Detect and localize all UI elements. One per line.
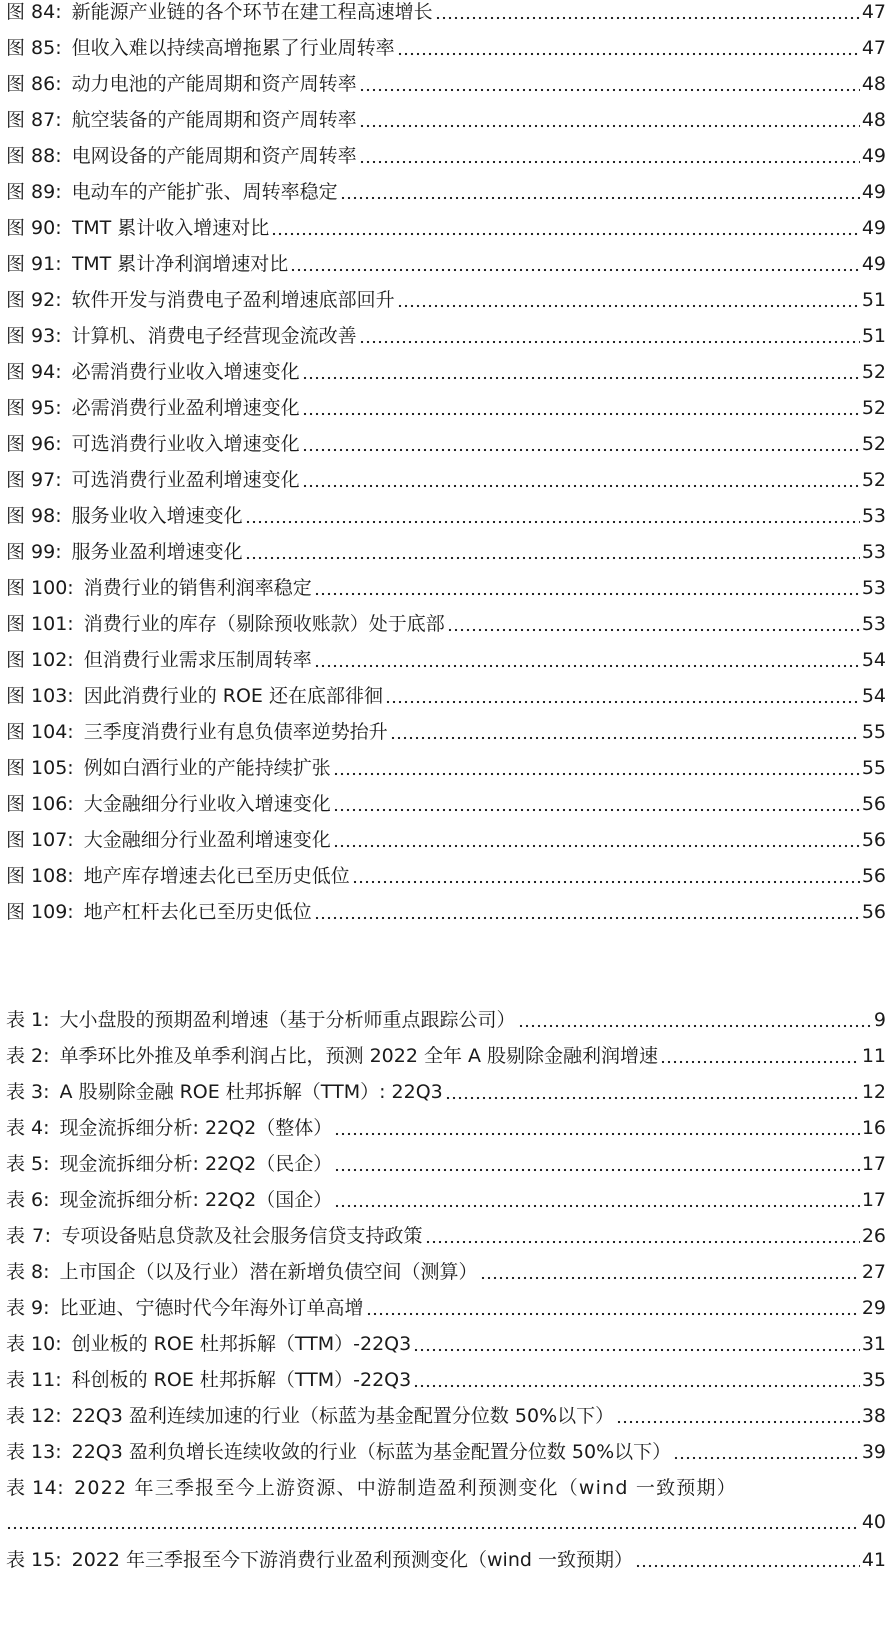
entry-page: 56 xyxy=(861,901,886,923)
entry-page: 53 xyxy=(861,505,886,527)
dot-leader xyxy=(518,1024,872,1028)
entry-title: 2022 年三季报至今上游资源、中游制造盈利预测变化（wind 一致预期） xyxy=(74,1477,737,1499)
dot-leader xyxy=(480,1276,860,1280)
toc-entry-figure-98[interactable] xyxy=(6,493,886,527)
entry-label: 图 86: xyxy=(6,73,62,95)
entry-page: 31 xyxy=(861,1333,886,1355)
entry-title: 软件开发与消费电子盈利增速底部回升 xyxy=(71,289,395,311)
entry-label: 图 107: xyxy=(6,829,74,851)
dot-leader xyxy=(314,916,860,920)
dot-leader xyxy=(385,700,860,704)
entry-page: 53 xyxy=(861,541,886,563)
entry-label: 表 10: xyxy=(6,1333,62,1355)
entry-label: 图 88: xyxy=(6,145,62,167)
entry-title: 消费行业的销售利润率稳定 xyxy=(83,577,312,599)
entry-page: 54 xyxy=(861,649,886,671)
entry-page: 49 xyxy=(861,181,886,203)
entry-label: 表 1: xyxy=(6,1009,50,1031)
entry-page: 56 xyxy=(861,793,886,815)
dot-leader xyxy=(302,376,860,380)
entry-title: 新能源产业链的各个环节在建工程高速增长 xyxy=(71,1,433,23)
toc-entry-figure-105[interactable] xyxy=(6,745,886,779)
entry-page: 35 xyxy=(861,1369,886,1391)
entry-label: 图 89: xyxy=(6,181,62,203)
entry-title: 但消费行业需求压制周转率 xyxy=(83,649,312,671)
toc-entry-table-1[interactable] xyxy=(6,997,886,1031)
entry-label: 图 91: xyxy=(6,253,62,275)
entry-label: 表 11: xyxy=(6,1369,62,1391)
entry-title: 电动车的产能扩张、周转率稳定 xyxy=(71,181,338,203)
dot-leader xyxy=(390,736,860,740)
entry-title: 可选消费行业收入增速变化 xyxy=(71,433,300,455)
dot-leader xyxy=(425,1240,860,1244)
entry-page: 51 xyxy=(861,325,886,347)
entry-label: 图 104: xyxy=(6,721,74,743)
dot-leader xyxy=(635,1564,860,1568)
dot-leader xyxy=(413,1384,860,1388)
entry-title: 2022 年三季报至今下游消费行业盈利预测变化（wind 一致预期） xyxy=(71,1549,633,1571)
entry-page: 39 xyxy=(861,1441,886,1463)
toc-entry-figure-92[interactable] xyxy=(6,277,886,311)
entry-label: 图 99: xyxy=(6,541,62,563)
toc-entry-figure-100[interactable] xyxy=(6,565,886,599)
entry-label: 表 13: xyxy=(6,1441,62,1463)
dot-leader xyxy=(352,880,860,884)
entry-label: 图 97: xyxy=(6,469,62,491)
dot-leader xyxy=(334,1168,860,1172)
toc-entry-table-4[interactable] xyxy=(6,1105,886,1139)
entry-label: 图 95: xyxy=(6,397,62,419)
toc-entry-figure-107[interactable] xyxy=(6,817,886,851)
toc-entry-table-15[interactable] xyxy=(6,1537,886,1571)
entry-title: 可选消费行业盈利增速变化 xyxy=(71,469,300,491)
entry-title: 22Q3 盈利负增长连续收敛的行业（标蓝为基金配置分位数 50%以下） xyxy=(71,1441,672,1463)
dot-leader xyxy=(333,808,860,812)
entry-label: 表 3: xyxy=(6,1081,50,1103)
entry-label: 图 101: xyxy=(6,613,74,635)
entry-title: 22Q3 盈利连续加速的行业（标蓝为基金配置分位数 50%以下） xyxy=(71,1405,615,1427)
toc-entry-table-8[interactable] xyxy=(6,1249,886,1283)
entry-label: 表 4: xyxy=(6,1117,50,1139)
dot-leader xyxy=(413,1348,860,1352)
entry-label: 图 94: xyxy=(6,361,62,383)
entry-label: 表 15: xyxy=(6,1549,62,1571)
entry-label: 图 85: xyxy=(6,37,62,59)
entry-page: 52 xyxy=(861,433,886,455)
entry-title: 大金融细分行业盈利增速变化 xyxy=(83,829,331,851)
entry-page: 47 xyxy=(861,37,886,59)
dot-leader xyxy=(340,196,860,200)
dot-leader xyxy=(397,52,860,56)
entry-page: 51 xyxy=(861,289,886,311)
entry-title: 现金流拆细分析: 22Q2（国企） xyxy=(59,1189,333,1211)
dot-leader xyxy=(271,232,860,236)
entry-title: TMT 累计收入增速对比 xyxy=(71,217,270,239)
entry-title: 服务业收入增速变化 xyxy=(71,505,243,527)
toc-entry-table-13[interactable] xyxy=(6,1429,886,1463)
entry-title: 例如白酒行业的产能持续扩张 xyxy=(83,757,331,779)
entry-title: 上市国企（以及行业）潜在新增负债空间（测算） xyxy=(59,1261,478,1283)
entry-title: 计算机、消费电子经营现金流改善 xyxy=(71,325,357,347)
toc-entry-figure-86[interactable] xyxy=(6,61,886,95)
entry-first-line xyxy=(6,1465,886,1499)
entry-title: TMT 累计净利润增速对比 xyxy=(71,253,289,275)
entry-label: 表 12: xyxy=(6,1405,62,1427)
entry-title: 地产库存增速去化已至历史低位 xyxy=(83,865,350,887)
toc-entry-table-3[interactable] xyxy=(6,1069,886,1103)
toc-entry-figure-91[interactable] xyxy=(6,241,886,275)
entry-page: 40 xyxy=(861,1511,886,1533)
dot-leader xyxy=(6,1526,860,1530)
toc-entry-figure-97[interactable] xyxy=(6,457,886,491)
entry-label: 图 87: xyxy=(6,109,62,131)
entry-title: 因此消费行业的 ROE 还在底部徘徊 xyxy=(83,685,383,707)
entry-page: 52 xyxy=(861,397,886,419)
toc-entry-table-6[interactable] xyxy=(6,1177,886,1211)
toc-entry-table-11[interactable] xyxy=(6,1357,886,1391)
entry-label: 图 100: xyxy=(6,577,74,599)
entry-title: 专项设备贴息贷款及社会服务信贷支持政策 xyxy=(61,1225,423,1247)
dot-leader xyxy=(435,16,860,20)
dot-leader xyxy=(334,1132,860,1136)
dot-leader xyxy=(245,556,860,560)
entry-title: 动力电池的产能周期和资产周转率 xyxy=(71,73,357,95)
entry-page: 9 xyxy=(873,1009,886,1031)
entry-title: 科创板的 ROE 杜邦拆解（TTM）-22Q3 xyxy=(71,1369,412,1391)
toc-entry-figure-90[interactable] xyxy=(6,205,886,239)
entry-title: 三季度消费行业有息负债率逆势抬升 xyxy=(83,721,388,743)
entry-label: 图 103: xyxy=(6,685,74,707)
dot-leader xyxy=(245,520,860,524)
entry-label: 图 93: xyxy=(6,325,62,347)
entry-title: 航空装备的产能周期和资产周转率 xyxy=(71,109,357,131)
entry-page: 55 xyxy=(861,721,886,743)
toc-entry-figure-85[interactable] xyxy=(6,25,886,59)
entry-label: 表 7: xyxy=(6,1225,52,1247)
entry-page: 52 xyxy=(861,469,886,491)
toc-entry-figure-95[interactable] xyxy=(6,385,886,419)
entry-title: 大小盘股的预期盈利增速（基于分析师重点跟踪公司） xyxy=(59,1009,516,1031)
entry-label: 图 106: xyxy=(6,793,74,815)
dot-leader xyxy=(302,412,860,416)
entry-page: 17 xyxy=(861,1153,886,1175)
entry-title: 现金流拆细分析: 22Q2（整体） xyxy=(59,1117,333,1139)
toc-entry-figure-104[interactable] xyxy=(6,709,886,743)
entry-title: 但收入难以持续高增拖累了行业周转率 xyxy=(71,37,395,59)
entry-page: 17 xyxy=(861,1189,886,1211)
toc-entry-figure-99[interactable] xyxy=(6,529,886,563)
entry-page: 27 xyxy=(861,1261,886,1283)
entry-page: 47 xyxy=(861,1,886,23)
dot-leader xyxy=(302,484,860,488)
entry-label: 表 8: xyxy=(6,1261,50,1283)
toc-entry-figure-103[interactable] xyxy=(6,673,886,707)
toc-entry-table-9[interactable] xyxy=(6,1285,886,1319)
entry-page: 11 xyxy=(861,1045,886,1067)
entry-label: 图 96: xyxy=(6,433,62,455)
entry-page: 53 xyxy=(861,577,886,599)
entry-label: 图 92: xyxy=(6,289,62,311)
entry-label: 表 5: xyxy=(6,1153,50,1175)
dot-leader xyxy=(359,88,860,92)
toc-entry-figure-108[interactable] xyxy=(6,853,886,887)
toc-entry-figure-96[interactable] xyxy=(6,421,886,455)
dot-leader xyxy=(359,160,860,164)
toc-entry-figure-87[interactable] xyxy=(6,97,886,131)
entry-title: A 股剔除金融 ROE 杜邦拆解（TTM）: 22Q3 xyxy=(59,1081,443,1103)
entry-page: 26 xyxy=(861,1225,886,1247)
entry-second-line xyxy=(6,1499,886,1533)
toc-entry-figure-88[interactable] xyxy=(6,133,886,167)
dot-leader xyxy=(302,448,860,452)
entry-page: 54 xyxy=(861,685,886,707)
entry-label: 图 109: xyxy=(6,901,74,923)
entry-label: 图 84: xyxy=(6,1,62,23)
entry-page: 52 xyxy=(861,361,886,383)
entry-title: 创业板的 ROE 杜邦拆解（TTM）-22Q3 xyxy=(71,1333,412,1355)
dot-leader xyxy=(314,592,860,596)
toc-entry-table-2[interactable] xyxy=(6,1033,886,1067)
toc-entry-figure-94[interactable] xyxy=(6,349,886,383)
dot-leader xyxy=(447,628,860,632)
entry-page: 16 xyxy=(861,1117,886,1139)
toc-entry-figure-101[interactable] xyxy=(6,601,886,635)
toc-entry-table-7[interactable] xyxy=(6,1213,886,1247)
entry-page: 48 xyxy=(861,109,886,131)
dot-leader xyxy=(673,1456,860,1460)
entry-label: 图 108: xyxy=(6,865,74,887)
entry-page: 12 xyxy=(861,1081,886,1103)
entry-label: 表 2: xyxy=(6,1045,50,1067)
entry-page: 55 xyxy=(861,757,886,779)
toc-entry-figure-84[interactable] xyxy=(6,0,886,23)
toc-entry-table-12[interactable] xyxy=(6,1393,886,1427)
dot-leader xyxy=(445,1096,860,1100)
entry-page: 49 xyxy=(861,253,886,275)
dot-leader xyxy=(333,844,860,848)
toc-entry-figure-89[interactable] xyxy=(6,169,886,203)
entry-label: 表 14: xyxy=(6,1477,65,1499)
entry-page: 56 xyxy=(861,865,886,887)
entry-label: 表 9: xyxy=(6,1297,50,1319)
dot-leader xyxy=(660,1060,860,1064)
entry-label: 表 6: xyxy=(6,1189,50,1211)
dot-leader xyxy=(314,664,860,668)
entry-title: 电网设备的产能周期和资产周转率 xyxy=(71,145,357,167)
entry-title: 消费行业的库存（剔除预收账款）处于底部 xyxy=(83,613,445,635)
entry-page: 38 xyxy=(861,1405,886,1427)
toc-entry-figure-93[interactable] xyxy=(6,313,886,347)
toc-entry-table-10[interactable] xyxy=(6,1321,886,1355)
entry-label: 图 90: xyxy=(6,217,62,239)
entry-title: 现金流拆细分析: 22Q2（民企） xyxy=(59,1153,333,1175)
toc-entry-figure-102[interactable] xyxy=(6,637,886,671)
toc-entry-table-14[interactable] xyxy=(6,1465,886,1533)
entry-page: 41 xyxy=(861,1549,886,1571)
dot-leader xyxy=(359,340,860,344)
entry-page: 56 xyxy=(861,829,886,851)
entry-title: 单季环比外推及单季利润占比，预测 2022 全年 A 股剔除金融利润增速 xyxy=(59,1045,659,1067)
dot-leader xyxy=(333,772,860,776)
toc-entry-table-5[interactable] xyxy=(6,1141,886,1175)
entry-page: 49 xyxy=(861,217,886,239)
entry-title: 必需消费行业盈利增速变化 xyxy=(71,397,300,419)
dot-leader xyxy=(334,1204,860,1208)
toc-entry-figure-106[interactable] xyxy=(6,781,886,815)
dot-leader xyxy=(359,124,860,128)
entry-title: 地产杠杆去化已至历史低位 xyxy=(83,901,312,923)
entry-page: 29 xyxy=(861,1297,886,1319)
entry-title: 服务业盈利增速变化 xyxy=(71,541,243,563)
entry-label: 图 102: xyxy=(6,649,74,671)
dot-leader xyxy=(616,1420,860,1424)
dot-leader xyxy=(397,304,860,308)
entry-title: 比亚迪、宁德时代今年海外订单高增 xyxy=(59,1297,364,1319)
toc-entry-figure-109[interactable] xyxy=(6,889,886,923)
entry-page: 48 xyxy=(861,73,886,95)
dot-leader xyxy=(290,268,860,272)
entry-title: 大金融细分行业收入增速变化 xyxy=(83,793,331,815)
entry-label: 图 105: xyxy=(6,757,74,779)
entry-page: 49 xyxy=(861,145,886,167)
entry-label: 图 98: xyxy=(6,505,62,527)
entry-title: 必需消费行业收入增速变化 xyxy=(71,361,300,383)
dot-leader xyxy=(366,1312,860,1316)
entry-page: 53 xyxy=(861,613,886,635)
